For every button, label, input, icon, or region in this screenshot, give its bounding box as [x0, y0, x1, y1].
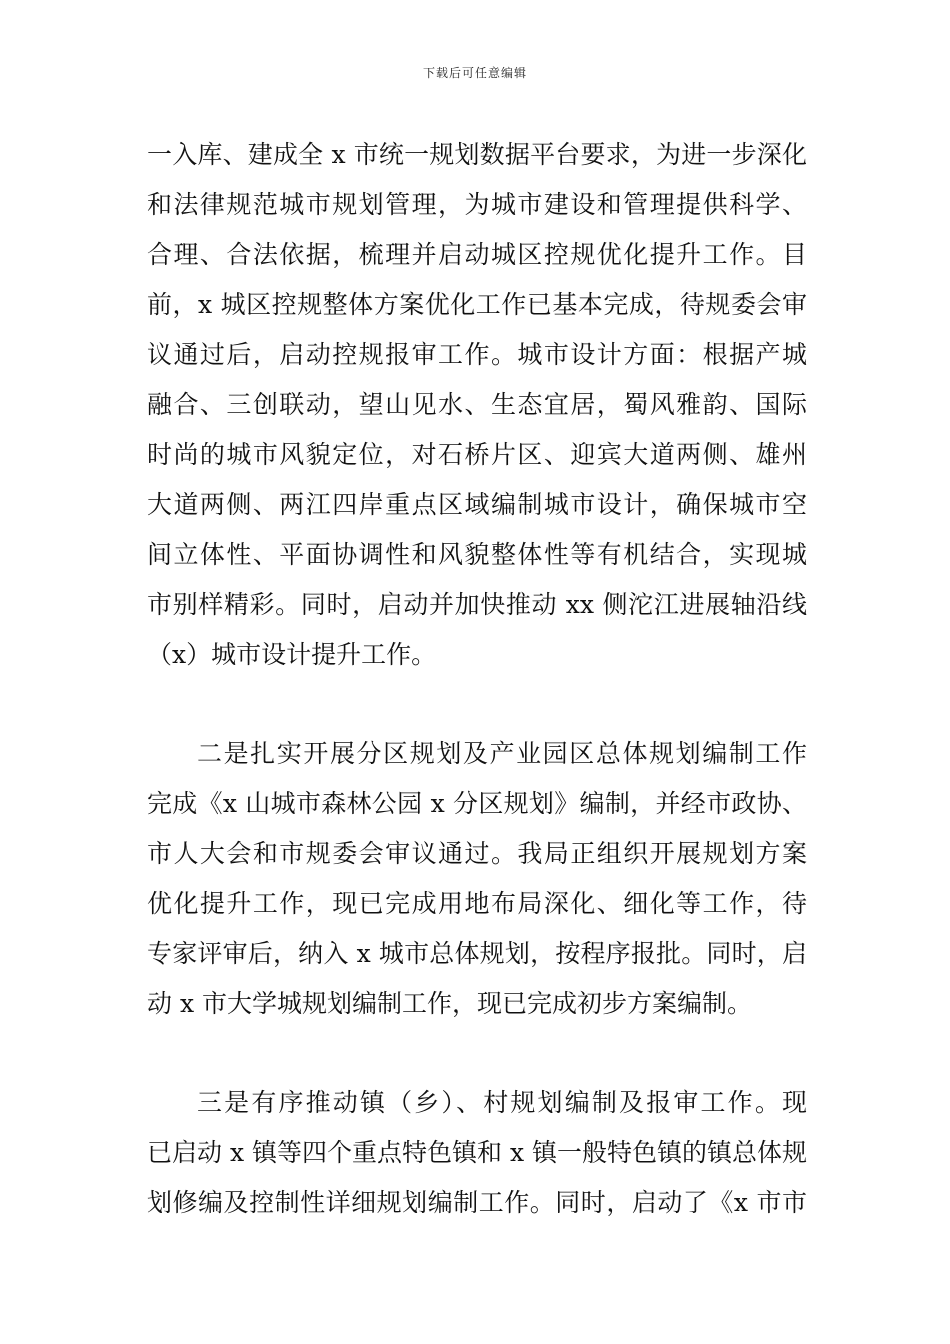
- text-line: 融合、三创联动，望山见水、生态宜居，蜀风雅韵、国际: [147, 390, 807, 419]
- paragraph-spacer: [147, 680, 807, 729]
- text-line: 和法律规范城市规划管理，为城市建设和管理提供科学、: [147, 190, 807, 219]
- text-line: 时尚的城市风貌定位，对石桥片区、迎宾大道两侧、雄州: [147, 440, 807, 469]
- text-line: 一入库、建成全 x 市统一规划数据平台要求，为进一步深化: [147, 140, 807, 169]
- paragraph-2: [147, 729, 807, 1029]
- text-line: 完成《x 山城市森林公园 x 分区规划》编制，并经市政协、: [147, 789, 807, 818]
- text-line: 专家评审后，纳入 x 城市总体规划，按程序报批。同时，启: [147, 939, 807, 968]
- paragraph-spacer: [147, 1029, 807, 1078]
- paragraph-1: [147, 130, 807, 680]
- text-line: 市人大会和市规委会审议通过。我局正组织开展规划方案: [147, 839, 807, 868]
- text-line: 合理、合法依据，梳理并启动城区控规优化提升工作。目: [147, 240, 807, 269]
- text-line: 划修编及控制性详细规划编制工作。同时，启动了《x 市市: [147, 1188, 807, 1217]
- text-line: 动 x 市大学城规划编制工作，现已完成初步方案编制。: [147, 989, 752, 1018]
- text-line: 二是扎实开展分区规划及产业园区总体规划编制工作: [197, 739, 807, 768]
- text-line: 优化提升工作，现已完成用地布局深化、细化等工作，待: [147, 889, 807, 918]
- text-line: 市别样精彩。同时，启动并加快推动 xx 侧沱江进展轴沿线: [147, 590, 807, 619]
- text-line: 议通过后，启动控规报审工作。城市设计方面：根据产城: [147, 340, 807, 369]
- text-line: 前，x 城区控规整体方案优化工作已基本完成，待规委会审: [147, 290, 807, 319]
- text-line: 三是有序推动镇（乡）、村规划编制及报审工作。现: [197, 1088, 807, 1117]
- text-line: 大道两侧、两江四岸重点区域编制城市设计，确保城市空: [147, 490, 807, 519]
- document-body: [147, 130, 807, 1228]
- paragraph-3: [147, 1078, 807, 1228]
- text-line: 已启动 x 镇等四个重点特色镇和 x 镇一般特色镇的镇总体规: [147, 1138, 807, 1167]
- text-line: （x）城市设计提升工作。: [147, 640, 437, 669]
- text-line: 间立体性、平面协调性和风貌整体性等有机结合，实现城: [147, 540, 807, 569]
- page-header: 下载后可任意编辑: [422, 66, 527, 80]
